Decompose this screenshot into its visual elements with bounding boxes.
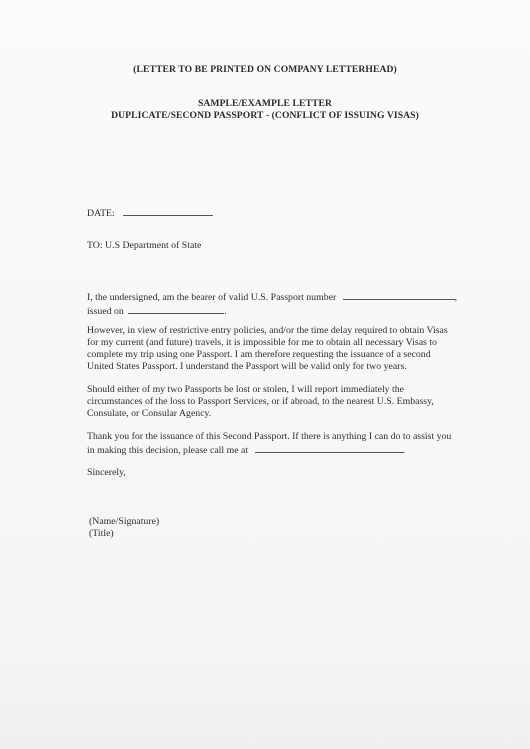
page-bottom-shading	[0, 680, 530, 749]
passport-number-blank	[343, 290, 455, 300]
issued-on-blank	[128, 304, 224, 314]
signature-block	[89, 516, 489, 540]
recipient-line: TO: U.S Department of State	[87, 240, 202, 251]
scan-artifact	[36, 38, 84, 44]
passport-number-text: I, the undersigned, am the bearer of valid U.S. Passport number	[87, 292, 337, 303]
paragraph-line: complete my trip using one Passport. I am therefore requesting the issuance of a second	[87, 349, 431, 361]
paragraph-passport-number	[87, 290, 487, 318]
date-line	[87, 206, 487, 220]
contact-line	[87, 443, 487, 457]
date-blank	[123, 206, 213, 216]
letter-title: SAMPLE/EXAMPLE LETTER	[197, 98, 333, 109]
paragraph-line: Thank you for the issuance of this Second Passport. If there is anything I can do to assist you	[87, 431, 452, 442]
signature-title: (Title)	[89, 528, 114, 540]
paragraph-line: United States Passport. I understand the Passport will be valid only for two years.	[87, 361, 407, 373]
letterhead-note: (LETTER TO BE PRINTED ON COMPANY LETTERHEAD)	[133, 64, 397, 75]
issued-on-line	[87, 304, 487, 318]
paragraph-loss	[87, 384, 487, 420]
contact-period: .	[402, 445, 405, 457]
issued-on-period: .	[224, 306, 227, 318]
passport-number-comma: ,	[454, 292, 458, 303]
paragraph-line: circumstances of the loss to Passport Services, or if abroad, to the nearest U.S. Embassy,	[87, 396, 434, 408]
paragraph-request	[87, 325, 487, 373]
paragraph-line: Should either of my two Passports be lost or stolen, I will report immediately the	[87, 384, 404, 395]
contact-text: in making this decision, please call me at	[87, 445, 249, 457]
signature-name: (Name/Signature)	[89, 516, 160, 527]
paragraph-line: Consulate, or Consular Agency.	[87, 408, 212, 420]
paragraph-thanks	[87, 431, 487, 457]
passport-number-line	[87, 290, 487, 304]
phone-blank	[255, 443, 403, 453]
letter-subtitle: DUPLICATE/SECOND PASSPORT - (CONFLICT OF ISSUING VISAS)	[111, 110, 419, 121]
paragraph-line: However, in view of restrictive entry policies, and/or the time delay required to obtain Visas	[87, 325, 448, 336]
closing: Sincerely,	[87, 467, 126, 478]
issued-on-label: issued on	[87, 306, 124, 318]
paragraph-line: for my current (and future) travels, it is impossible for me to obtain all necessary Visas to	[87, 337, 437, 349]
date-label: DATE:	[87, 208, 115, 219]
